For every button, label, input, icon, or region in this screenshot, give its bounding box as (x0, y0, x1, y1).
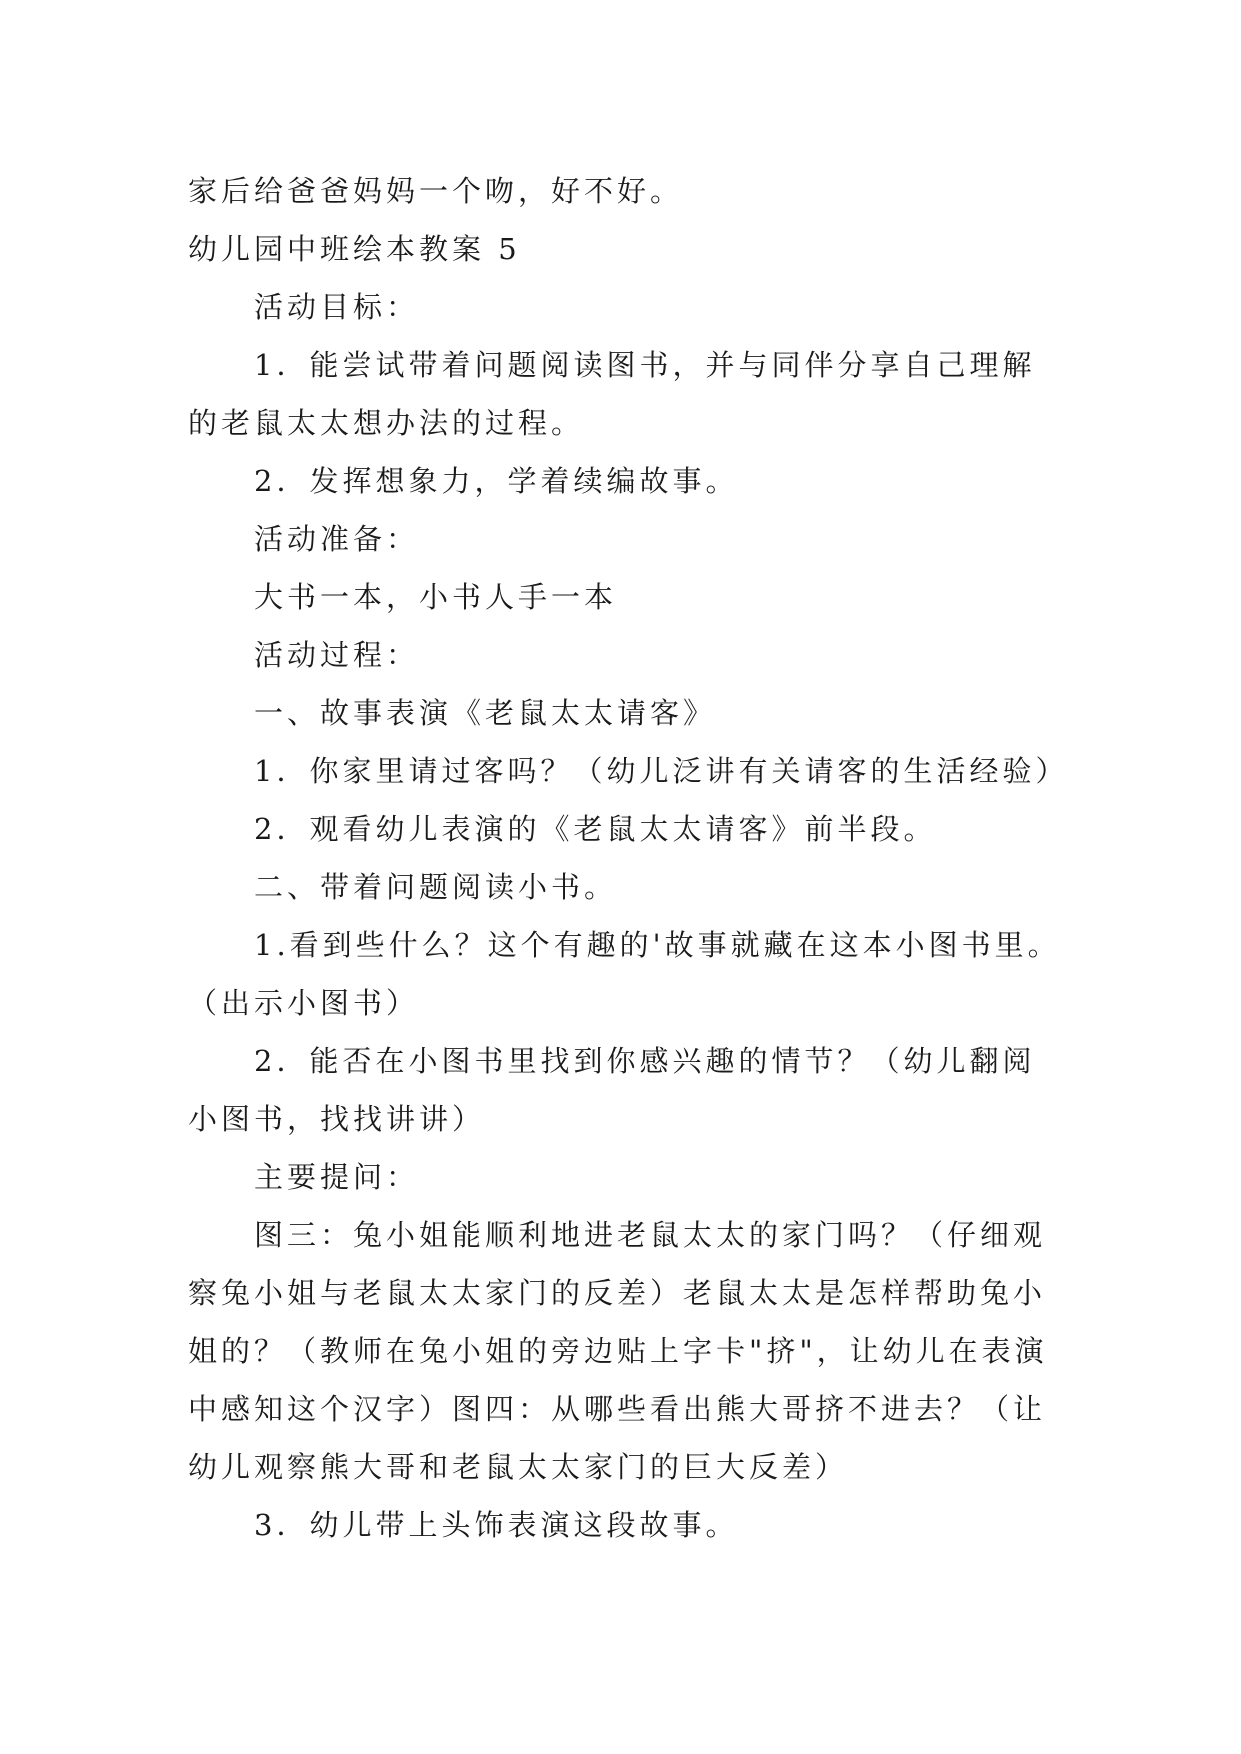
text-line: 2．能否在小图书里找到你感兴趣的情节？（幼儿翻阅 (254, 1044, 1036, 1078)
text-line: 小图书，找找讲讲） (188, 1102, 486, 1136)
text-line: 家后给爸爸妈妈一个吻，好不好。 (188, 174, 684, 208)
heading-activity-process: 活动过程： (254, 638, 420, 672)
text-line: 1．能尝试带着问题阅读图书，并与同伴分享自己理解 (254, 348, 1036, 382)
text-line: 察兔小姐与老鼠太太家门的反差）老鼠太太是怎样帮助兔小 (188, 1276, 1047, 1310)
text-line: 中感知这个汉字）图四：从哪些看出熊大哥挤不进去？（让 (188, 1392, 1047, 1426)
text-line: 2．发挥想象力，学着续编故事。 (254, 464, 739, 498)
heading-main-questions: 主要提问： (254, 1160, 420, 1194)
text-line: 姐的？（教师在兔小姐的旁边贴上字卡"挤"，让幼儿在表演 (188, 1334, 1048, 1368)
text-line: 二、带着问题阅读小书。 (254, 870, 618, 904)
heading-activity-goals: 活动目标： (254, 290, 420, 324)
text-line: 一、故事表演《老鼠太太请客》 (254, 696, 717, 730)
text-line: 幼儿观察熊大哥和老鼠太太家门的巨大反差） (188, 1450, 849, 1484)
text-line: 1．你家里请过客吗？（幼儿泛讲有关请客的生活经验） (254, 754, 1069, 788)
document-body (188, 162, 1069, 1554)
section-title: 幼儿园中班绘本教案 5 (188, 232, 521, 266)
heading-activity-preparation: 活动准备： (254, 522, 420, 556)
text-line: 1.看到些什么？这个有趣的'故事就藏在这本小图书里。 (254, 928, 1061, 962)
text-line: 的老鼠太太想办法的过程。 (188, 406, 585, 440)
text-line: 大书一本，小书人手一本 (254, 580, 618, 614)
text-line: 2．观看幼儿表演的《老鼠太太请客》前半段。 (254, 812, 937, 846)
text-line: 3．幼儿带上头饰表演这段故事。 (254, 1508, 739, 1542)
text-line: （出示小图书） (188, 986, 420, 1020)
text-line: 图三：兔小姐能顺利地进老鼠太太的家门吗？（仔细观 (254, 1218, 1047, 1252)
